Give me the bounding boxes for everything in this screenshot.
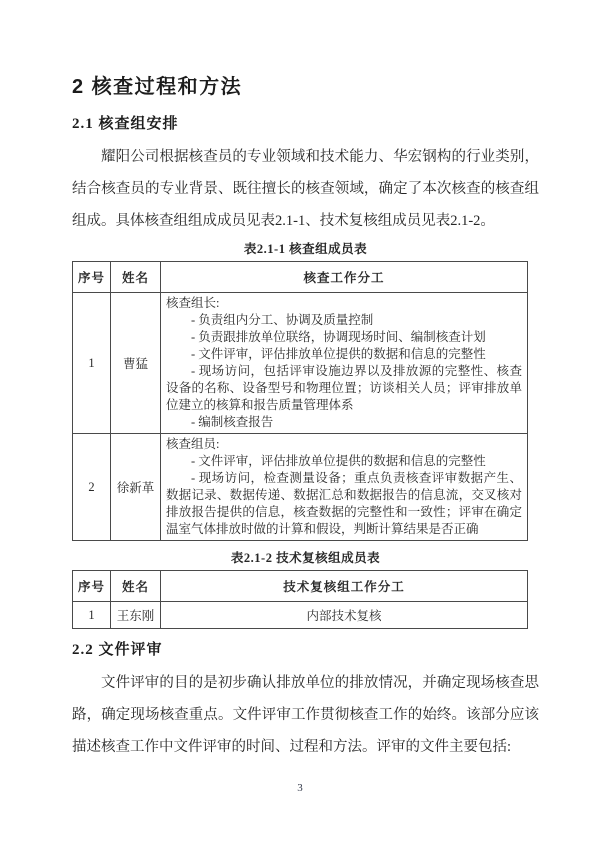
column-header-division: 核查工作分工 bbox=[161, 262, 528, 293]
row-name: 徐新革 bbox=[111, 434, 161, 541]
duty-item: - 负责跟排放单位联络，协调现场时间、编制核查计划 bbox=[191, 330, 486, 344]
duty-item: - 编制核查报告 bbox=[191, 415, 274, 429]
duty-item: - 文件评审，评估排放单位提供的数据和信息的完整性 bbox=[191, 454, 486, 468]
duty-item: - 现场访问，包括评审设施边界以及排放源的完整性、核查设备的名称、设备型号和物理位置；访谈相关人员；评审排放单位建立的核算和报告质量管理体系 bbox=[166, 364, 522, 412]
verification-team-table bbox=[72, 261, 528, 541]
column-header-no: 序号 bbox=[73, 571, 111, 602]
column-header-name: 姓名 bbox=[111, 571, 161, 602]
row-duty: 内部技术复核 bbox=[161, 602, 528, 629]
role-title: 核查组长: bbox=[166, 296, 220, 310]
technical-review-team-table bbox=[72, 570, 528, 629]
row-duties bbox=[161, 293, 528, 434]
chapter-heading: 2 核查过程和方法 bbox=[72, 76, 243, 98]
section-2-2-heading: 2.2 文件评审 bbox=[72, 642, 163, 658]
page-number: 3 bbox=[297, 782, 303, 794]
row-name: 曹猛 bbox=[111, 293, 161, 434]
role-title: 核查组员: bbox=[166, 437, 220, 451]
section-2-1-paragraph: 耀阳公司根据核查员的专业领域和技术能力、华宏钢构的行业类别，结合核查员的专业背景、既往擅长的核查领域，确定了本次核查的核查组组成。具体核查组组成成员见表2.1-1、技术复核组成员见表2.1-2。 bbox=[72, 149, 539, 229]
section-2-2-paragraph: 文件评审的目的是初步确认排放单位的排放情况，并确定现场核查思路，确定现场核查重点。文件评审工作贯彻核查工作的始终。该部分应该描述核查工作中文件评审的时间、过程和方法。评审的文件主要包括: bbox=[72, 675, 539, 755]
duty-item: - 文件评审，评估排放单位提供的数据和信息的完整性 bbox=[191, 347, 486, 361]
row-name: 王东刚 bbox=[111, 602, 161, 629]
duty-item: - 现场访问，检查测量设备；重点负责核查评审数据产生、数据记录、数据传递、数据汇总和数据报告的信息流，交叉核对排放报告提供的信息，核查数据的完整性和一致性；评审在确定温室气体排放时做的计算和假设，判断计算结果是否正确 bbox=[166, 471, 522, 536]
row-duties bbox=[161, 434, 528, 541]
table-row bbox=[73, 602, 528, 629]
column-header-division: 技术复核组工作分工 bbox=[161, 571, 528, 602]
table-row bbox=[73, 293, 528, 434]
column-header-no: 序号 bbox=[73, 262, 111, 293]
table-header-row bbox=[73, 571, 528, 602]
table-row bbox=[73, 434, 528, 541]
table-2-1-1-caption: 表2.1-1 核查组成员表 bbox=[243, 242, 368, 256]
section-2-1-heading: 2.1 核查组安排 bbox=[72, 116, 179, 132]
page-content bbox=[72, 0, 539, 763]
row-no: 1 bbox=[73, 293, 111, 434]
row-no: 1 bbox=[73, 602, 111, 629]
table-2-1-2-caption: 表2.1-2 技术复核组成员表 bbox=[230, 551, 381, 565]
table-header-row bbox=[73, 262, 528, 293]
duty-item: - 负责组内分工、协调及质量控制 bbox=[191, 313, 374, 327]
row-no: 2 bbox=[73, 434, 111, 541]
column-header-name: 姓名 bbox=[111, 262, 161, 293]
